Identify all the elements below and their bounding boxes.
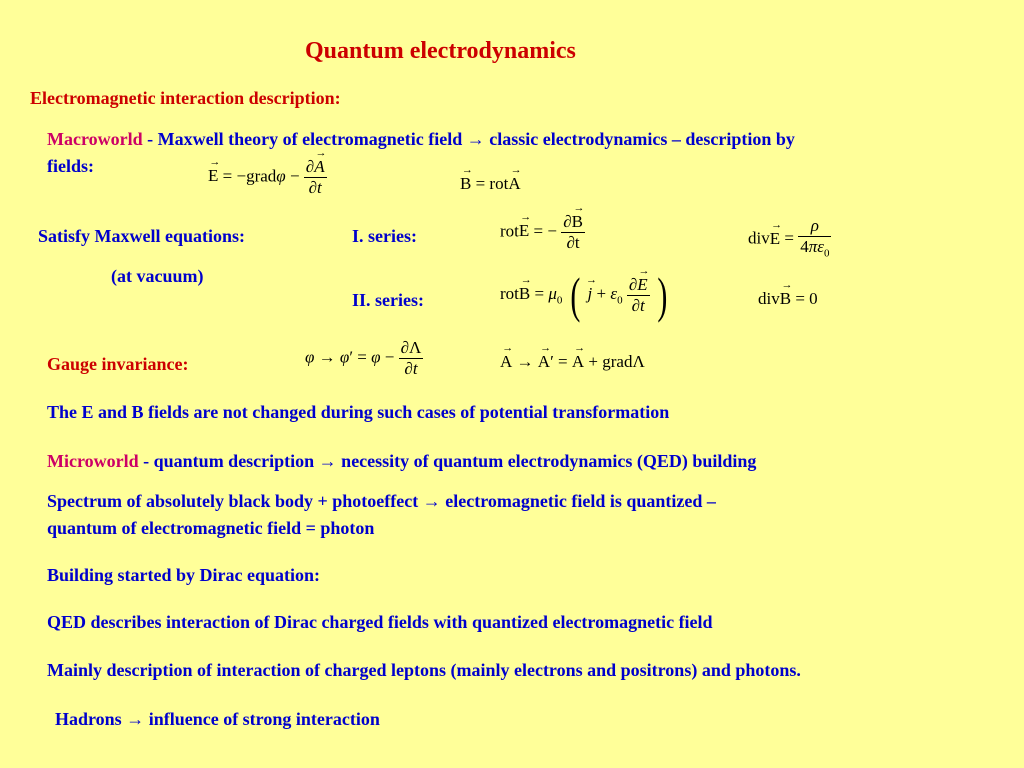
em-heading: Electromagnetic interaction description: bbox=[30, 88, 341, 108]
hadrons-line: Hadrons → influence of strong interaction bbox=[55, 709, 380, 729]
spectrum-line1: Spectrum of absolutely black body + photoeffect → electromagnetic field is quantized – bbox=[47, 491, 716, 511]
page-title: Quantum electrodynamics bbox=[305, 38, 576, 64]
equation-e-field: → E = −gradφ − $\frac{\partial\to A}{\partial t}$ bbox=[208, 157, 327, 198]
equation-b-field: → B = rot→ A bbox=[460, 174, 521, 194]
equation-div-e: div→ E = $\frac{\rho}{4\pi\varepsilon_0}$ bbox=[748, 216, 831, 263]
spectrum-line2: quantum of electromagnetic field = photon bbox=[47, 518, 375, 538]
macroworld-label: Macroworld bbox=[47, 129, 143, 149]
equation-gauge-a: → A → → A′ = → A + gradΛ bbox=[500, 352, 645, 372]
macroworld-line2: fields: bbox=[47, 156, 94, 176]
vacuum-note: (at vacuum) bbox=[111, 266, 204, 286]
macroworld-line bbox=[47, 128, 795, 150]
fields-unchanged: The E and B fields are not changed during such cases of potential transformation bbox=[47, 402, 670, 422]
series-one-label: I. series: bbox=[352, 226, 417, 246]
dirac-line: Building started by Dirac equation: bbox=[47, 565, 321, 585]
qed-describes: QED describes interaction of Dirac charged fields with quantized electromagnetic field bbox=[47, 612, 713, 632]
mainly-line: Mainly description of interaction of charged leptons (mainly electrons and positrons) and photons. bbox=[47, 660, 801, 680]
equation-rot-b: $rot\to B = \mu_0$ ( → $j + \varepsilon_0$ $\frac{\partial\to E}{\partial t}$ ) bbox=[500, 270, 671, 320]
macroworld-text: - Maxwell theory of electromagnetic field → classic electrodynamics – description by bbox=[142, 129, 795, 149]
series-two-label: II. series: bbox=[352, 290, 424, 310]
satisfy-maxwell: Satisfy Maxwell equations: bbox=[38, 226, 245, 246]
equation-rot-e: rot→ E = − $\frac{\partial\to B}{\partial t}$ bbox=[500, 212, 585, 253]
microworld-line bbox=[47, 450, 756, 472]
microworld-text: - quantum description → necessity of quantum electrodynamics (QED) building bbox=[138, 451, 757, 471]
equation-gauge-phi: φ → φ′ = φ − $\frac{\partial\Lambda}{\partial t}$ bbox=[305, 338, 422, 378]
equation-div-b: div→ B = 0 bbox=[758, 289, 818, 309]
gauge-label: Gauge invariance: bbox=[47, 354, 189, 374]
microworld-label: Microworld bbox=[47, 451, 139, 471]
